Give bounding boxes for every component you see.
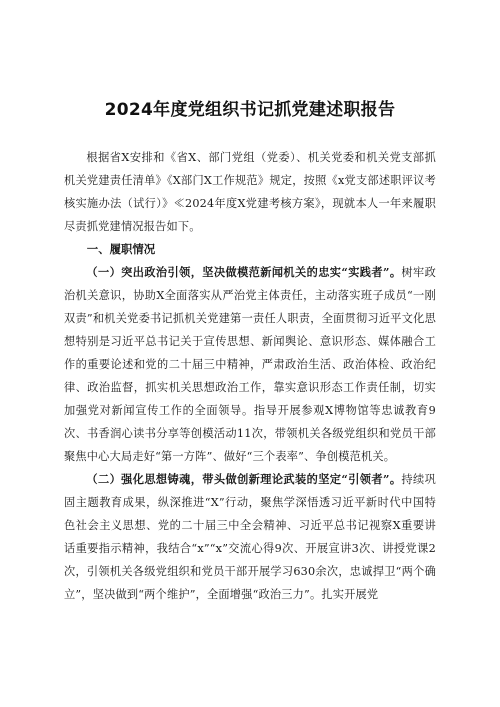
item-2-lead: （二）强化思想铸魂，带头做创新理论武装的坚定“引领者”。: [86, 472, 402, 486]
item-1-lead: （一）突出政治引领，坚决做模范新闻机关的忠实“实践者”。: [86, 265, 402, 279]
item-1-body: 树牢政治机关意识，协助X全面落实从严治党主体责任，主动落实班子成员“一刚双责”和机关党委书记抓机关党建第一责任人职责，全面贯彻习近平文化思想特别是习近平总书记关于宣传思想、新闻舆论、意识形态、媒体融合工作的重要论述和党的二十届三中精神，严肃政治生活、政治体检、政治纪律、政治监督，抓实机关思想政治工作，靠实意识形态工作责任制，切实加强党对新闻宣传工作的全面领导。指导开展参观X博物馆等忠诚教育9次、书香润心读书分享等创模活动11次，带领机关各级党组织和党员干部聚焦中心大局走好“第一方阵”、做好“三个表率”、争创模范机关。: [64, 266, 436, 463]
document-title: 2024年度党组织书记抓党建述职报告: [104, 100, 396, 120]
item-2-body: 持续巩固主题教育成果，纵深推进“X”行动，聚焦学深悟透习近平新时代中国特色社会主义思想、党的二十届三中全会精神、习近平总书记视察X重要讲话重要指示精神，我结合“x”“x”交流心得9次、开展宣讲3次、讲授党课2次，引领机关各级党组织和党员干部开展学习630余次，忠诚捍卫“两个确立”，坚决做到“两个维护”，全面增强“政治三力”。扎实开展党: [64, 473, 436, 601]
item-1-paragraph: [64, 261, 436, 468]
intro-paragraph: 根据省X安排和《省X、部门党组（党委）、机关党委和机关党支部抓机关党建责任清单》《X部门X工作规范》规定，按照《x党支部述职评议考核实施办法（试行）》≪2024年度X党建考核方案》，现就本人一年来履职尽责抓党建情况报告如下。: [64, 151, 436, 233]
section-heading-performance: 一、履职情况: [86, 242, 156, 256]
item-2-paragraph: [64, 468, 436, 606]
